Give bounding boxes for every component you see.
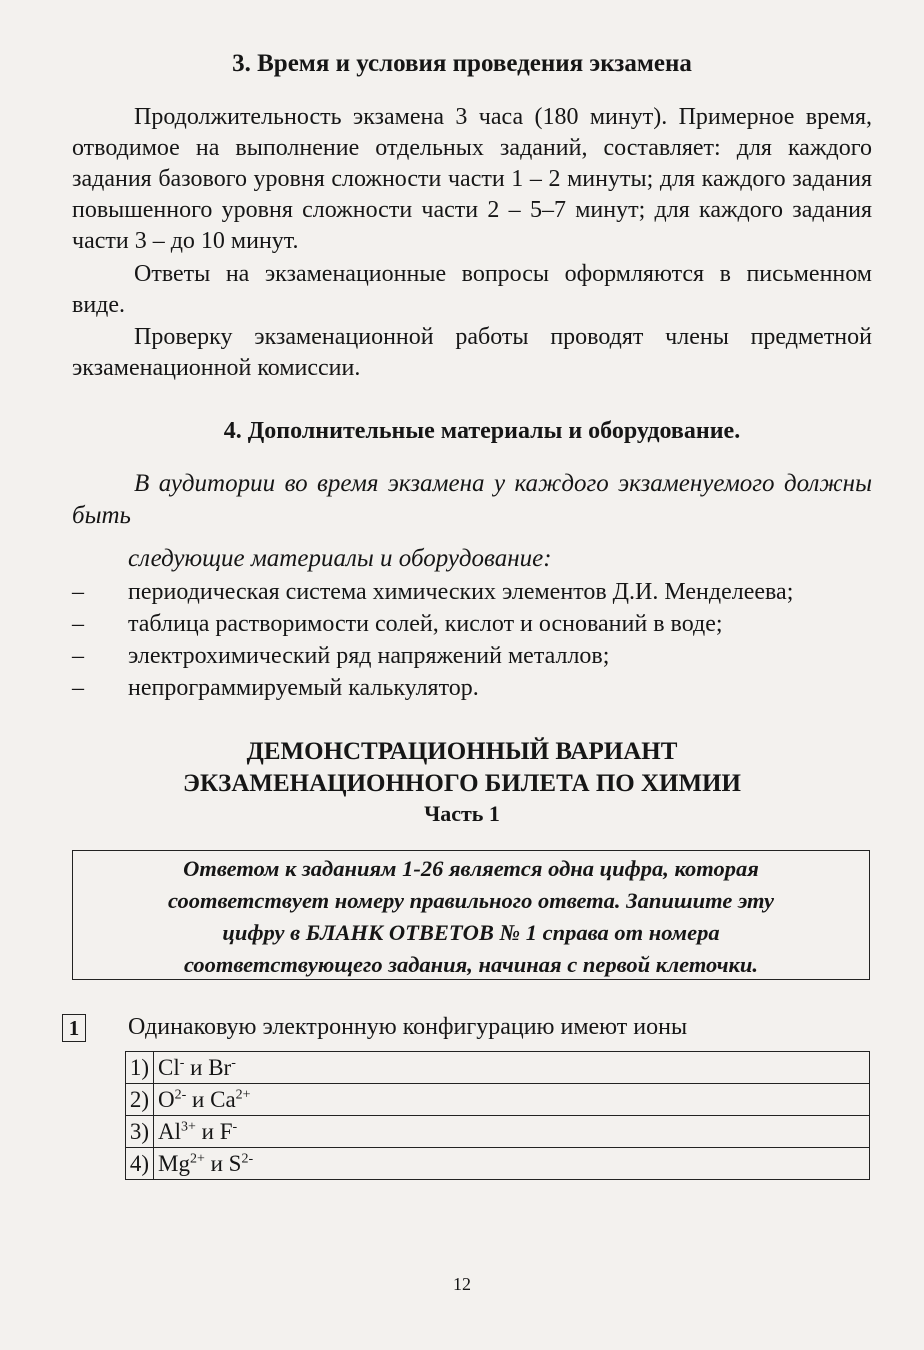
ion-a-charge: 2+ [189,1150,205,1166]
paragraph-commission [72,322,872,384]
option-text [154,1052,870,1084]
paragraph-duration-text: Продолжительность экзамена 3 часа (180 минут). Примерное время, отводимое на выполнение отдельных заданий, составляет: для каждого задания базового уровня сложности части 1 – 2 минуты; для каждого задания повышенного уровня сложности части 2 – 5–7 минут; для каждого задания части 3 – до 10 минут. [72,104,872,254]
materials-list [72,576,892,704]
option-number: 3) [126,1116,154,1148]
list-dash: – [72,675,84,701]
list-dash: – [72,611,84,637]
ion-b-charge: - [231,1054,236,1070]
instructions-line: соответствует номеру правильного ответа. Запишите эту [168,888,774,913]
list-item [72,576,892,608]
instructions-line: цифру в БЛАНК ОТВЕТОВ № 1 справа от номера [222,920,720,945]
table-row [126,1084,870,1116]
ion-a-charge: - [179,1054,185,1070]
instructions-box [72,850,870,980]
instructions-line: соответствующего задания, начиная с первой клеточки. [183,952,759,977]
list-item-text: электрохимический ряд напряжений металлов; [128,643,610,669]
list-item [72,608,892,640]
table-row [126,1116,870,1148]
ion-a-charge: 2- [174,1086,187,1102]
conjunction: и [204,1150,229,1176]
option-text [154,1148,870,1180]
materials-intro-text: В аудитории во время экзамена у каждого экзаменуемого должны быть [72,470,872,529]
question-text: Одинаковую электронную конфигурацию имеют ионы [128,1014,688,1040]
list-dash: – [72,579,84,605]
demo-title-line-1: ДЕМОНСТРАЦИОННЫЙ ВАРИАНТ [246,738,678,765]
ion-b-charge: 2+ [235,1086,251,1102]
conjunction: и [184,1054,209,1080]
ion-b-charge: 2- [241,1150,254,1166]
option-text [154,1116,870,1148]
ion-b: S [228,1150,242,1176]
ion-a: Al [158,1118,181,1144]
option-text [154,1084,870,1116]
option-number: 1) [126,1052,154,1084]
paragraph-answers-format-text: Ответы на экзаменационные вопросы оформляются в письменном виде. [72,261,872,318]
table-row [126,1148,870,1180]
paragraph-duration [72,102,872,257]
option-number: 2) [126,1084,154,1116]
ion-a-charge: 3+ [181,1118,196,1134]
list-item-text: периодическая система химических элементов Д.И. Менделеева; [128,579,794,605]
table-row [126,1052,870,1084]
list-item [72,672,892,704]
list-item-text: непрограммируемый калькулятор. [128,675,479,701]
materials-intro [72,468,872,532]
option-number: 4) [126,1148,154,1180]
section-4-heading: 4. Дополнительные материалы и оборудование. [223,418,741,444]
list-item [72,640,892,672]
demo-title-line-2: ЭКЗАМЕНАЦИОННОГО БИЛЕТА ПО ХИМИИ [183,770,741,797]
ion-b: Ca [210,1086,236,1112]
instructions-line: Ответом к заданиям 1-26 является одна цифра, которая [183,856,759,881]
ion-b-charge: - [232,1118,238,1134]
ion-b: F [219,1118,233,1144]
paragraph-answers-format [72,259,872,321]
part-heading: Часть 1 [424,801,500,826]
question-number: 1 [62,1014,86,1042]
paragraph-commission-text: Проверку экзаменационной работы проводят члены предметной экзаменационной комиссии. [72,324,872,381]
section-3-heading: 3. Время и условия проведения экзамена [232,50,692,77]
conjunction: и [186,1086,211,1112]
ion-a: Cl [158,1054,180,1080]
materials-intro-continued: следующие материалы и оборудование: [128,545,552,572]
page-number: 12 [453,1274,471,1294]
list-item-text: таблица растворимости солей, кислот и оснований в воде; [128,611,723,637]
list-dash: – [72,643,84,669]
conjunction: и [195,1118,220,1144]
ion-a: Mg [158,1150,190,1176]
ion-a: O [158,1086,175,1112]
ion-b: Br [208,1054,232,1080]
answer-options-table [125,1051,870,1180]
